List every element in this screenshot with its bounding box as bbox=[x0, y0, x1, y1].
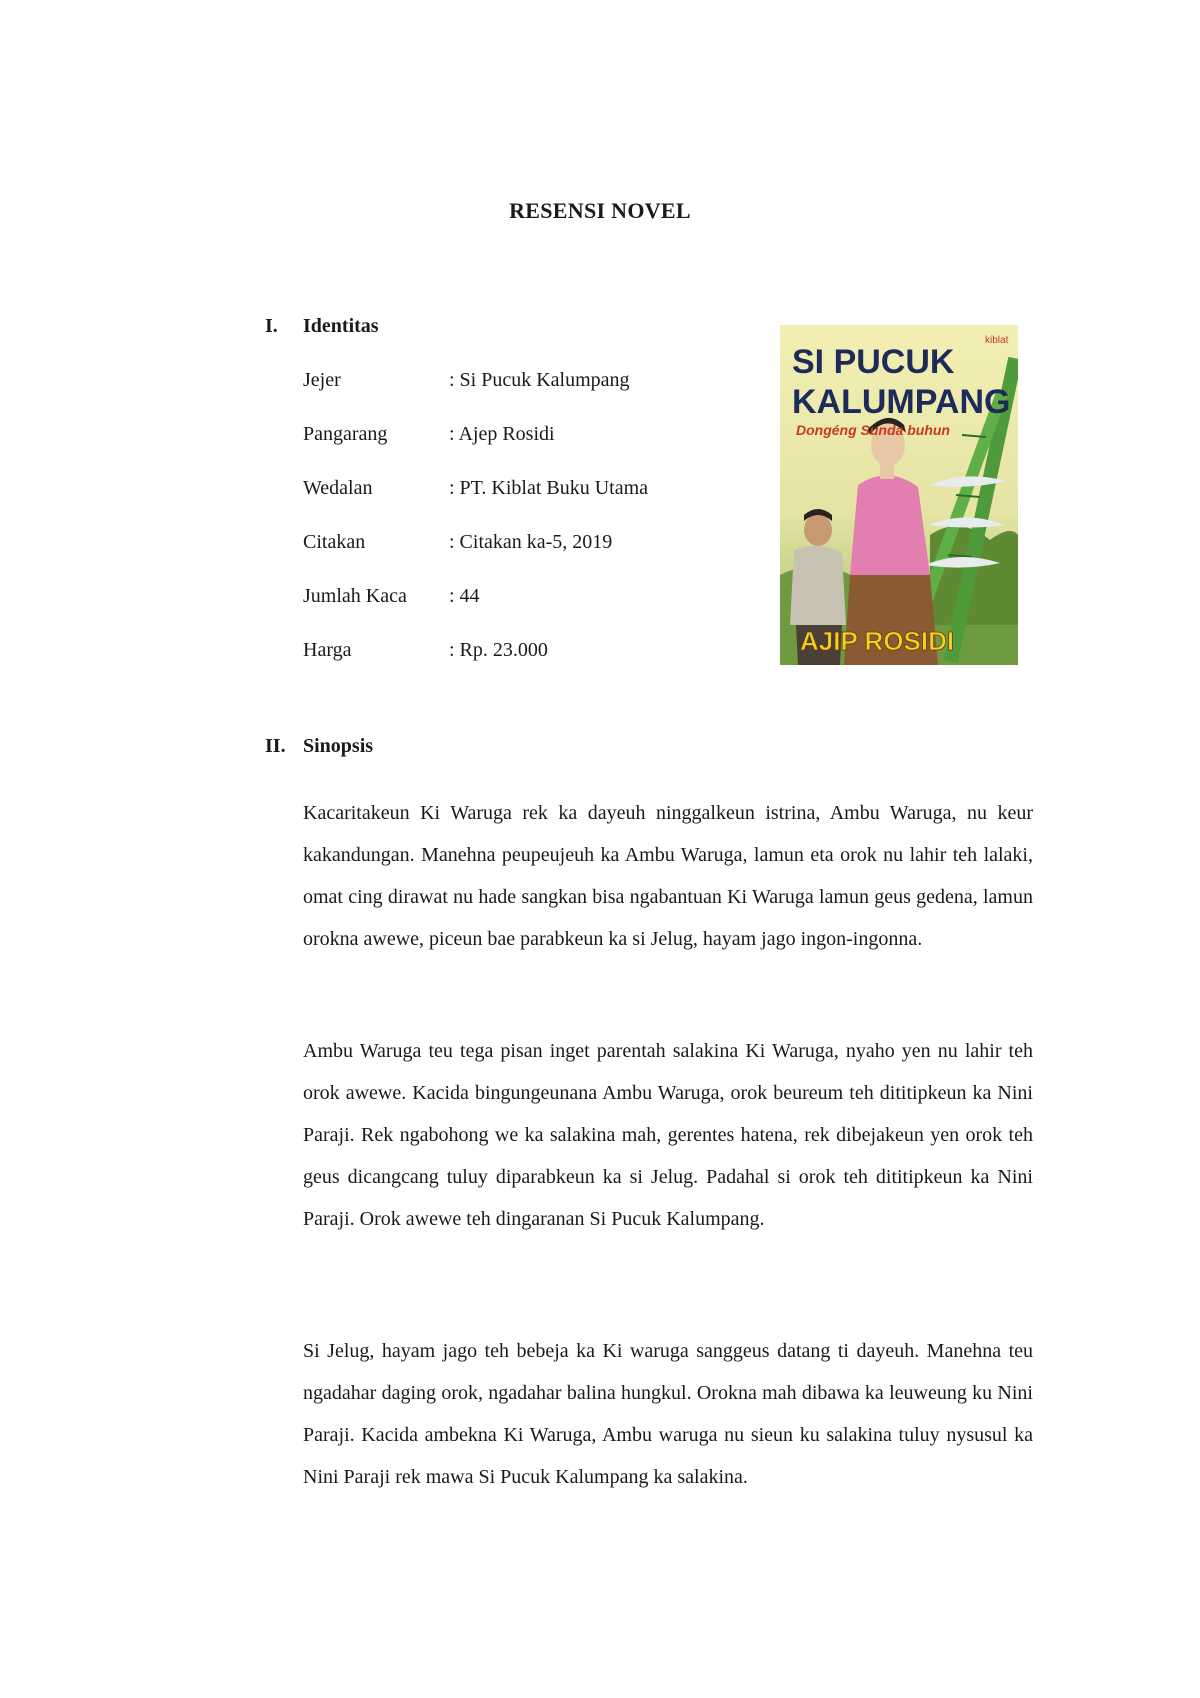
synopsis-paragraph-2: Ambu Waruga teu tega pisan inget parentah salakina Ki Waruga, nyaho yen nu lahir teh orok awewe. Kacida bingungeunana Ambu Waruga, orok beureum teh dititipkeun ka Nini Paraji. Rek ngabohong we ka salakina mah, gerentes hatena, rek dibejakeun yen orok teh geus dicangcang tuluy diparabkeun ka si Jelug. Padahal si orok teh dititipkeun ka Nini Paraji. Orok awewe teh dingaranan Si Pucuk Kalumpang. bbox=[303, 1040, 1033, 1230]
section-number: II. bbox=[265, 735, 286, 757]
identity-label: Jejer bbox=[303, 369, 341, 391]
cover-title-line1: SI PUCUK bbox=[792, 343, 955, 381]
document-title: RESENSI NOVEL bbox=[509, 198, 691, 223]
cover-subtitle: Dongéng Sunda buhun bbox=[796, 422, 950, 438]
cover-author: AJIP ROSIDI bbox=[800, 626, 955, 656]
identity-label: Harga bbox=[303, 639, 352, 661]
identity-label: Jumlah Kaca bbox=[303, 585, 407, 607]
identity-value: : PT. Kiblat Buku Utama bbox=[449, 477, 649, 499]
book-cover-image bbox=[780, 325, 1018, 665]
identity-value: : Rp. 23.000 bbox=[449, 639, 548, 661]
identity-value: : 44 bbox=[449, 585, 480, 607]
identity-label: Wedalan bbox=[303, 477, 373, 499]
synopsis-paragraph-3: Si Jelug, hayam jago teh bebeja ka Ki waruga sanggeus datang ti dayeuh. Manehna teu ngadahar daging orok, ngadahar balina hungkul. Orokna mah dibawa ka leuweung ku Nini Paraji. Kacida ambekna Ki Waruga, Ambu waruga nu sieun ku salakina tuluy nysusul ka Nini Paraji rek mawa Si Pucuk Kalumpang ka salakina. bbox=[303, 1340, 1033, 1488]
section-identitas-heading bbox=[265, 315, 379, 338]
cover-publisher-logo: kiblat bbox=[985, 335, 1009, 346]
synopsis-paragraph-1: Kacaritakeun Ki Waruga rek ka dayeuh ninggalkeun istrina, Ambu Waruga, nu keur kakandungan. Manehna peupeujeuh ka Ambu Waruga, lamun eta orok nu lahir teh lalaki, omat cing dirawat nu hade sangkan bisa ngabantuan Ki Waruga lamun geus gedena, lamun orokna awewe, piceun bae parabkeun ka si Jelug, hayam jago ingon-ingonna. bbox=[303, 802, 1033, 950]
section-sinopsis-heading bbox=[265, 735, 373, 758]
section-title: Identitas bbox=[303, 315, 379, 337]
section-title: Sinopsis bbox=[303, 735, 374, 757]
identity-label: Pangarang bbox=[303, 423, 388, 445]
identity-value: : Si Pucuk Kalumpang bbox=[449, 369, 630, 391]
identity-value: : Ajep Rosidi bbox=[449, 423, 555, 445]
identity-value: : Citakan ka-5, 2019 bbox=[449, 531, 613, 553]
identity-label: Citakan bbox=[303, 531, 366, 553]
cover-title-line2: KALUMPANG bbox=[792, 383, 1011, 421]
section-number: I. bbox=[265, 315, 278, 337]
